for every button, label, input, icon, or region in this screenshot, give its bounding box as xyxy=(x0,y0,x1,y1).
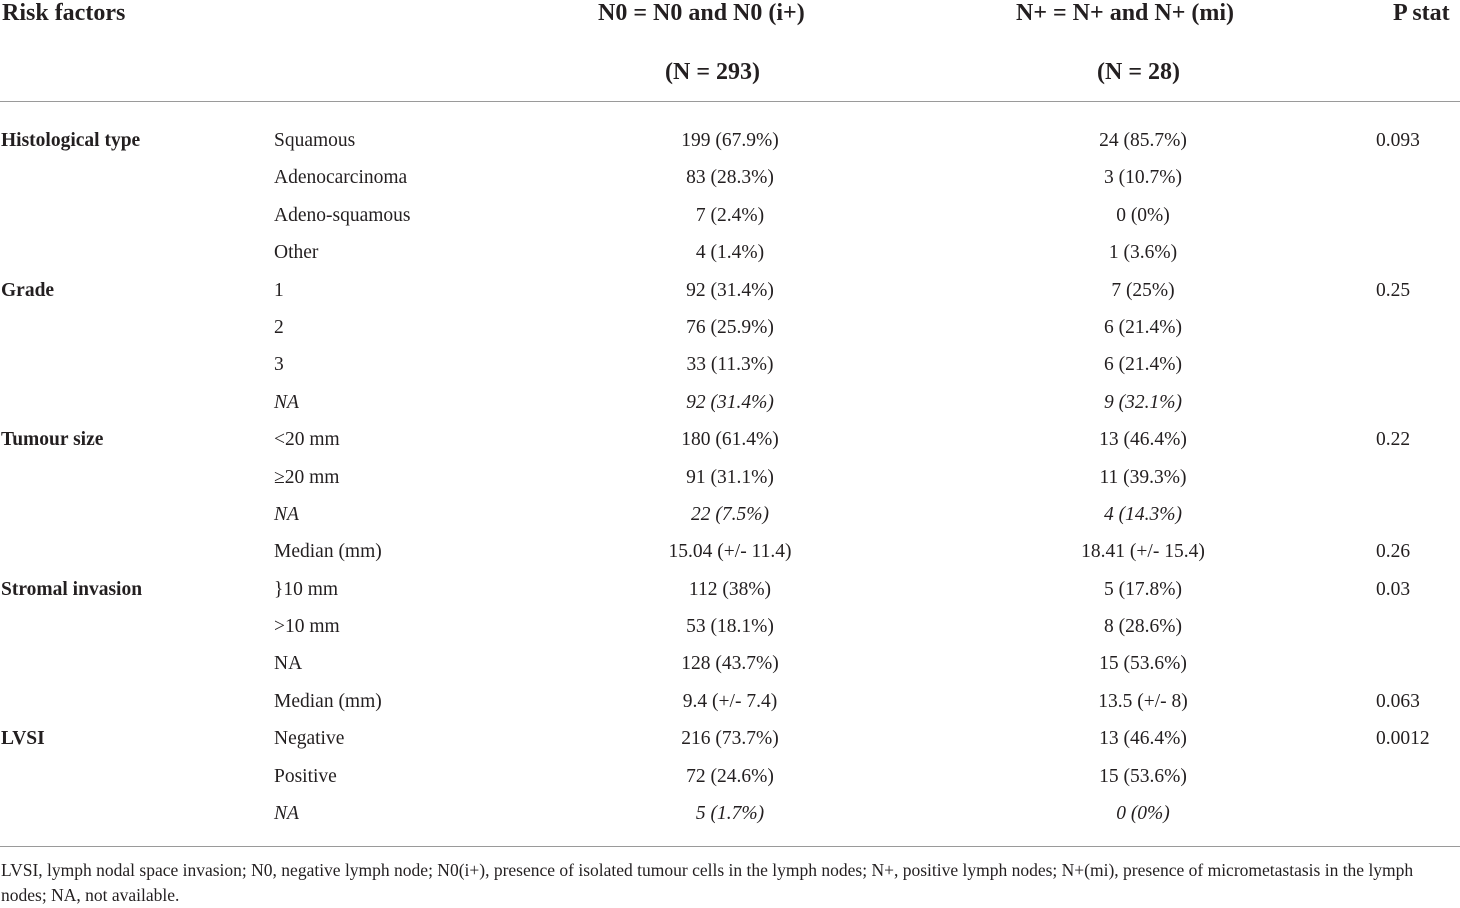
row-subcategory: Other xyxy=(274,242,319,264)
row-n0-value: 76 (25.9%) xyxy=(686,316,774,338)
row-p-value: 0.26 xyxy=(1376,541,1411,563)
row-subcategory: Adenocarcinoma xyxy=(274,167,408,189)
row-n0-value: 4 (1.4%) xyxy=(695,242,765,264)
row-n0-value: 33 (11.3%) xyxy=(686,354,774,376)
row-nplus-value: 3 (10.7%) xyxy=(1104,167,1182,189)
row-n0-value: 112 (38%) xyxy=(688,578,772,600)
row-subcategory: Positive xyxy=(274,765,337,787)
row-n0-value: 199 (67.9%) xyxy=(681,130,779,151)
row-n0-value: 72 (24.6%) xyxy=(686,765,774,787)
row-risk-factor: Histological type xyxy=(1,130,141,151)
table-row xyxy=(0,758,1460,795)
row-subcategory: NA xyxy=(274,653,303,675)
table-row xyxy=(0,533,1460,570)
row-nplus-value: 5 (17.8%) xyxy=(1104,578,1182,600)
table-body xyxy=(0,122,1460,832)
row-subcategory: Median (mm) xyxy=(274,690,382,712)
row-p-value: 0.22 xyxy=(1376,429,1411,451)
row-n0-value: 9.4 (+/- 7.4) xyxy=(682,690,778,712)
row-n0-value: 15.04 (+/- 11.4) xyxy=(668,541,792,563)
header-nplus-group: N+ = N+ and N+ (mi) xyxy=(1016,0,1235,26)
table-row xyxy=(0,795,1460,832)
header-divider xyxy=(0,101,1460,102)
row-subcategory: NA xyxy=(274,503,299,525)
row-nplus-value: 6 (21.4%) xyxy=(1104,354,1182,376)
row-nplus-value: 13 (46.4%) xyxy=(1099,728,1187,750)
table-row xyxy=(0,346,1460,383)
row-nplus-value: 7 (25%) xyxy=(1111,279,1175,301)
row-nplus-value: 1 (3.6%) xyxy=(1108,242,1178,264)
row-subcategory: <20 mm xyxy=(274,429,340,451)
table-row xyxy=(0,159,1460,196)
row-p-value: 0.0012 xyxy=(1376,728,1430,750)
row-n0-value: 7 (2.4%) xyxy=(695,204,765,226)
row-risk-factor: Grade xyxy=(1,279,55,301)
row-p-value: 0.03 xyxy=(1376,578,1411,600)
row-subcategory: }10 mm xyxy=(274,578,339,600)
row-nplus-value: 15 (53.6%) xyxy=(1099,765,1187,787)
row-n0-value: 180 (61.4%) xyxy=(681,429,779,451)
row-subcategory: 3 xyxy=(274,354,284,376)
table-row xyxy=(0,421,1460,458)
row-nplus-value: 8 (28.6%) xyxy=(1104,616,1182,638)
header-nplus-count: (N = 28) xyxy=(1097,59,1180,85)
row-n0-value: 92 (31.4%) xyxy=(686,391,774,413)
header-risk-factors: Risk factors xyxy=(2,0,126,26)
table-row xyxy=(0,645,1460,682)
row-subcategory: >10 mm xyxy=(274,616,340,638)
header-p-stat: P stat xyxy=(1393,0,1450,26)
row-n0-value: 5 (1.7%) xyxy=(695,803,765,825)
row-subcategory: Adeno-squamous xyxy=(274,204,411,226)
row-n0-value: 216 (73.7%) xyxy=(681,728,779,750)
row-nplus-value: 13.5 (+/- 8) xyxy=(1098,690,1188,712)
row-n0-value: 128 (43.7%) xyxy=(681,653,779,675)
table-row xyxy=(0,496,1460,533)
row-nplus-value: 0 (0%) xyxy=(1116,803,1170,825)
row-nplus-value: 24 (85.7%) xyxy=(1099,130,1187,151)
row-subcategory: Negative xyxy=(274,728,345,750)
row-risk-factor: LVSI xyxy=(1,728,45,750)
table-footnote: LVSI, lymph nodal space invasion; N0, negative lymph node; N0(i+), presence of isolated tumour cells in the lymph nodes; N+, positive lymph nodes; N+(mi), presence of micrometastasis in the lymph nodes; NA, not available. xyxy=(1,860,1414,905)
header-n0-count: (N = 293) xyxy=(665,59,760,85)
row-nplus-value: 15 (53.6%) xyxy=(1099,653,1187,675)
row-nplus-value: 13 (46.4%) xyxy=(1099,429,1187,451)
table-row xyxy=(0,309,1460,346)
table-row xyxy=(0,683,1460,720)
row-subcategory: 2 xyxy=(274,316,284,338)
table-row xyxy=(0,459,1460,496)
row-p-value: 0.25 xyxy=(1376,279,1411,301)
row-nplus-value: 11 (39.3%) xyxy=(1099,466,1187,488)
row-n0-value: 53 (18.1%) xyxy=(686,616,774,638)
row-subcategory: NA xyxy=(274,803,299,825)
row-subcategory: Squamous xyxy=(274,130,356,151)
table-row xyxy=(0,384,1460,421)
row-subcategory: Median (mm) xyxy=(274,541,382,563)
row-nplus-value: 6 (21.4%) xyxy=(1104,316,1182,338)
table-row xyxy=(0,122,1460,159)
row-p-value: 0.093 xyxy=(1376,130,1420,151)
row-nplus-value: 9 (32.1%) xyxy=(1104,391,1182,413)
header-n0-group: N0 = N0 and N0 (i+) xyxy=(598,0,805,26)
row-nplus-value: 18.41 (+/- 15.4) xyxy=(1081,541,1205,563)
row-subcategory: NA xyxy=(274,391,299,413)
row-n0-value: 22 (7.5%) xyxy=(691,503,769,525)
table-row xyxy=(0,197,1460,234)
row-nplus-value: 0 (0%) xyxy=(1116,204,1170,226)
table-row xyxy=(0,571,1460,608)
table-row xyxy=(0,720,1460,757)
row-n0-value: 92 (31.4%) xyxy=(686,279,774,301)
row-p-value: 0.063 xyxy=(1376,690,1420,712)
row-subcategory: 1 xyxy=(274,279,284,301)
row-subcategory: ≥20 mm xyxy=(274,466,340,488)
row-risk-factor: Stromal invasion xyxy=(1,578,143,600)
table-row xyxy=(0,272,1460,309)
footer-divider xyxy=(0,846,1460,847)
row-n0-value: 91 (31.1%) xyxy=(686,466,774,488)
row-nplus-value: 4 (14.3%) xyxy=(1104,503,1182,525)
row-risk-factor: Tumour size xyxy=(1,429,104,451)
table-row xyxy=(0,608,1460,645)
row-n0-value: 83 (28.3%) xyxy=(686,167,774,189)
table-row xyxy=(0,234,1460,271)
